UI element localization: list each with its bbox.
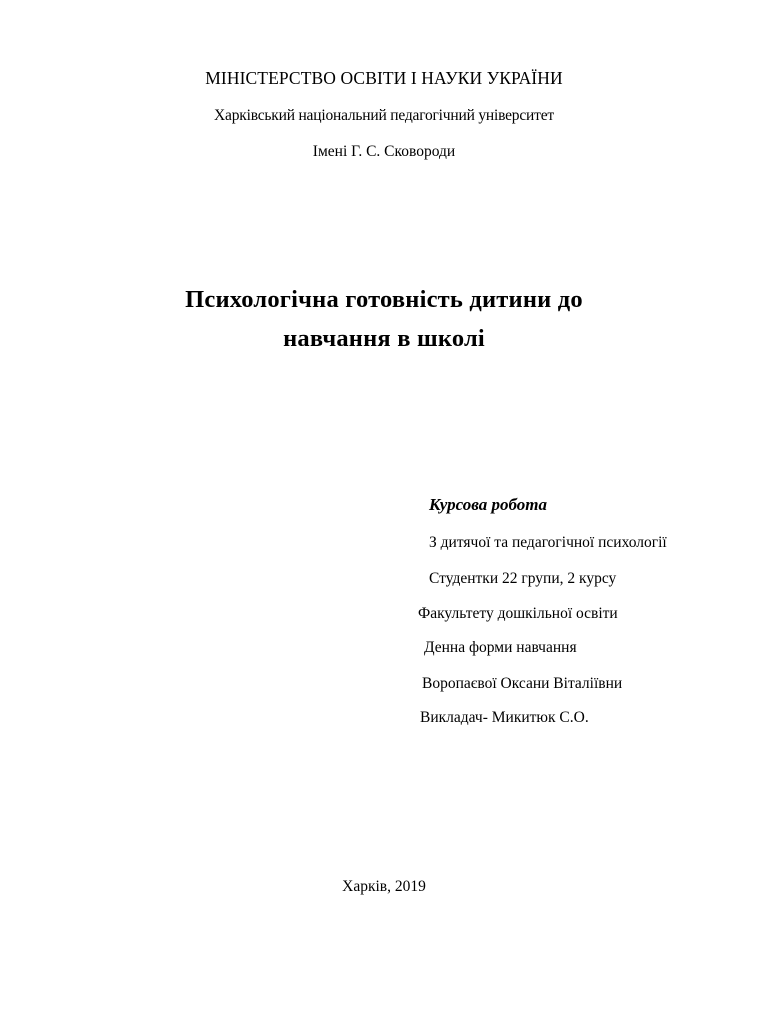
student-name-line: Воропаєвої Оксани Віталіївни [422,675,623,692]
student-group-line: Студентки 22 групи, 2 курсу [429,570,617,587]
document-title-line-2: навчання в школі [283,325,485,352]
university-named-after: Імені Г. С. Сковороди [312,143,456,160]
faculty-line: Факультету дошкільної освіти [418,605,618,622]
teacher-line: Викладач- Микитюк С.О. [420,709,589,726]
document-title-line-1: Психологічна готовність дитини до [185,286,583,313]
study-form-line: Денна форми навчання [424,639,577,656]
subject-line: З дитячої та педагогічної психології [429,534,667,551]
ministry-heading: МІНІСТЕРСТВО ОСВІТИ І НАУКИ УКРАЇНИ [205,68,563,88]
city-year: Харків, 2019 [342,878,426,895]
work-type: Курсова робота [429,495,547,514]
university-name: Харківський національний педагогічний університет [214,107,554,124]
